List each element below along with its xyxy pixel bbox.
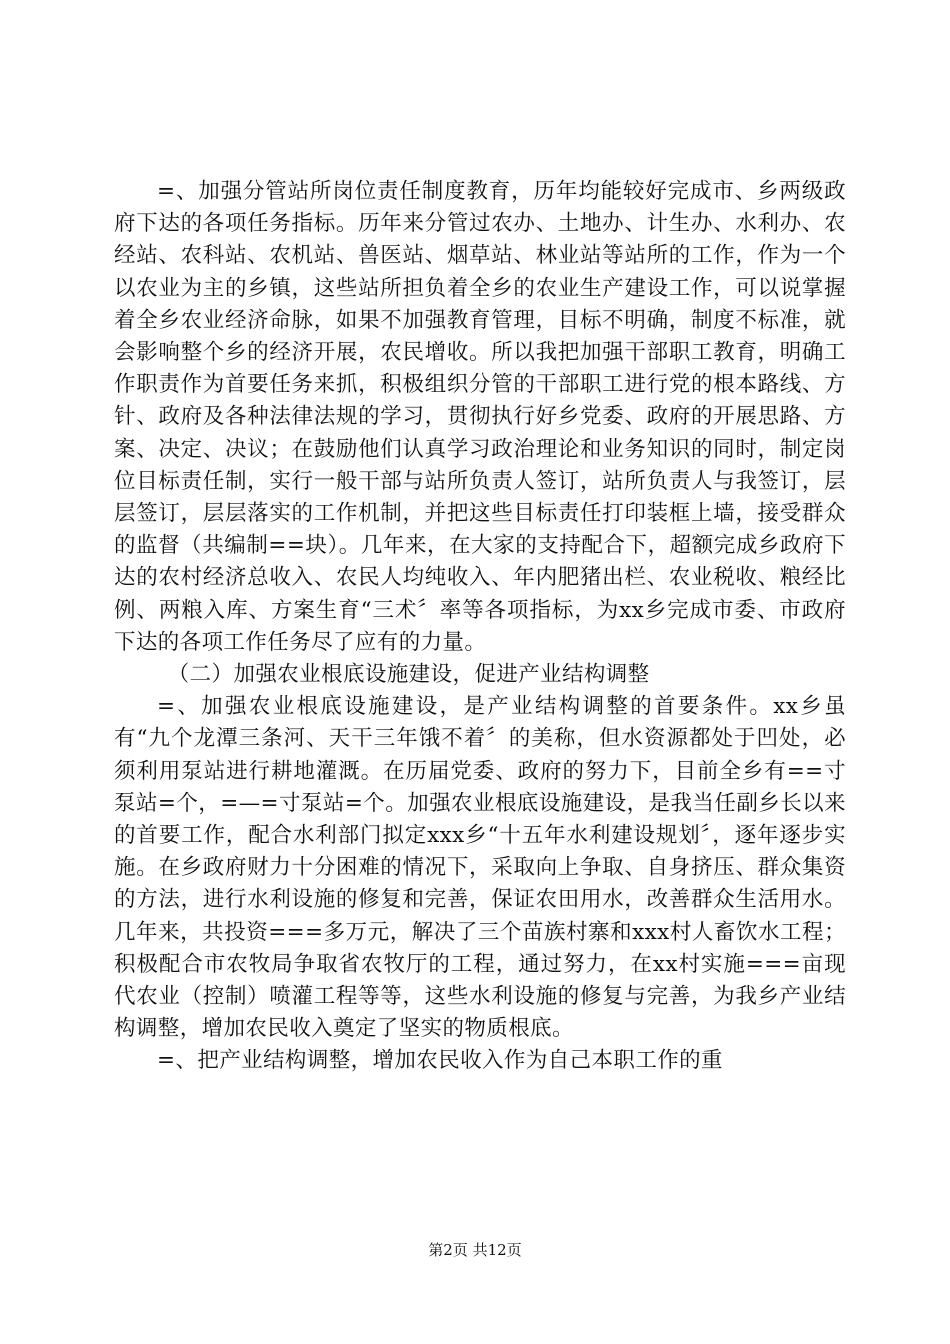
section-heading-infrastructure: （二）加强农业根底设施建设，促进产业结构调整 (167, 662, 650, 688)
paragraph-water-infrastructure: =、加强农业根底设施建设，是产业结构调整的首要条件。xx乡虽有“九个龙潭三条河、天干三年饿不着〞的美称，但水资源都处于凹处，必须利用泵站进行耕地灌溉。在历届党委、政府的努力下，目前全乡有==寸泵站=个，=—=寸泵站=个。加强农业根底设施建设，是我当任副乡长以来的首要工作，配合水利部门拟定xxx乡“十五年水利建设规划〞，逐年逐步实施。在乡政府财力十分困难的情况下，采取向上争取、自身挤压、群众集资的方法，进行水利设施的修复和完善，保证农田用水，改善群众生活用水。几年来，共投资===多万元，解决了三个苗族村寨和xxx村人畜饮水工程；积极配合市农牧局争取省农牧厅的工程，通过努力，在xx村实施===亩现代农业（控制）喷灌工程等等，这些水利设施的修复与完善，为我乡产业结构调整，增加农民收入奠定了坚实的物质根底。 (114, 694, 846, 1042)
document-body (114, 176, 846, 1078)
paragraph-industry-adjustment: =、把产业结构调整，增加农民收入作为自己本职工作的重 (157, 1048, 723, 1074)
page-number: 第2页 共12页 (428, 1241, 522, 1259)
page-footer (0, 1240, 950, 1260)
paragraph-station-responsibility: =、加强分管站所岗位责任制度教育，历年均能较好完成市、乡两级政府下达的各项任务指标。历年来分管过农办、土地办、计生办、水利办、农经站、农科站、农机站、兽医站、烟草站、林业站等站所的工作，作为一个以农业为主的乡镇，这些站所担负着全乡的农业生产建设工作，可以说掌握着全乡农业经济命脉，如果不加强教育管理，目标不明确，制度不标准，就会影响整个乡的经济开展，农民增收。所以我把加强干部职工教育，明确工作职责作为首要任务来抓，积极组织分管的干部职工进行党的根本路线、方针、政府及各种法律法规的学习，贯彻执行好乡党委、政府的开展思路、方案、决定、决议；在鼓励他们认真学习政治理论和业务知识的同时，制定岗位目标责任制，实行一般干部与站所负责人签订，站所负责人与我签订，层层签订，层层落实的工作机制，并把这些目标责任打印装框上墙，接受群众的监督（共编制==块）。几年来，在大家的支持配合下，超额完成乡政府下达的农村经济总收入、农民人均纯收入、年内肥猪出栏、农业税收、粮经比例、两粮入库、方案生育“三术〞率等各项指标，为xx乡完成市委、市政府下达的各项工作任务尽了应有的力量。 (114, 179, 846, 655)
